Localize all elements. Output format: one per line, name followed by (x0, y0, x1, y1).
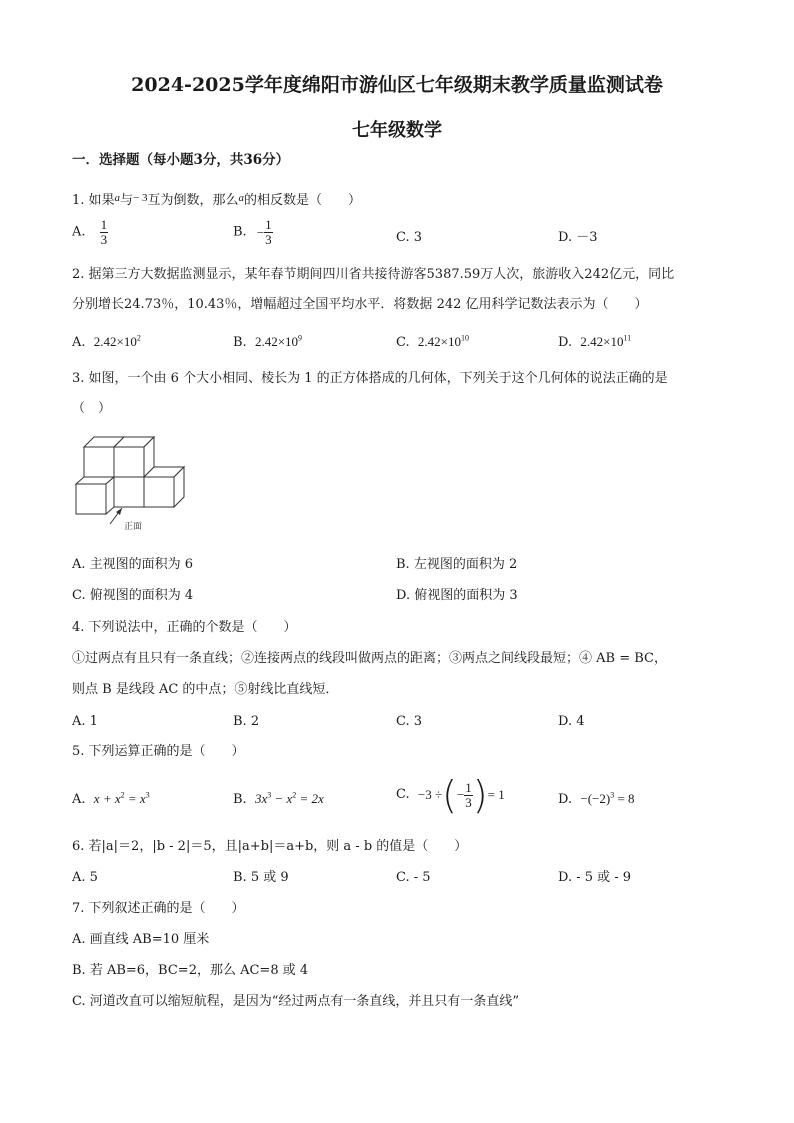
left-paren: ( (442, 773, 457, 817)
q1-option-d: D. －3 (558, 230, 598, 245)
question-5-stem: 5. 下列运算正确的是（ ） (72, 744, 245, 759)
q1-option-c: C. 3 (396, 230, 423, 245)
q1-option-a: A. $\frac{1}{3}$ (72, 217, 108, 247)
cube-face (76, 484, 106, 514)
cube-face (106, 477, 114, 514)
q7-option-a: A. 画直线 AB=10 厘米 (72, 932, 210, 947)
fraction: $\frac{1}{3}$ (265, 217, 272, 247)
question-3-line-2: （ ） (72, 401, 112, 416)
question-6-stem: 6. 若|a|＝2，|b - 2|＝5，且|a+b|＝a+b，则 a - b 的值是（ ） (72, 839, 468, 854)
q4-option-b: B. 2 (233, 714, 260, 729)
cube-face (144, 477, 174, 507)
q5-option-c: C. −3 ÷(− $\frac{1}{3}$ )= 1 (396, 773, 505, 817)
q1-option-b: B. − $\frac{1}{3}$ (233, 217, 272, 247)
q5-option-d: D. $-(-2)^3 = 8$ (558, 790, 635, 807)
cube-face (84, 447, 114, 477)
q3-option-b: B. 左视图的面积为 2 (396, 557, 518, 572)
cube-face (114, 477, 144, 507)
figure-front-label: 正面 (124, 522, 143, 532)
question-7-stem: 7. 下列叙述正确的是（ ） (72, 901, 245, 916)
cube-solid-figure (70, 432, 190, 542)
q6-option-b: B. 5 或 9 (233, 870, 289, 885)
section-heading: 一．选择题（每小题3分，共36分） (72, 152, 290, 168)
question-4-line-3: 则点 B 是线段 AC 的中点；⑤射线比直线短． (72, 682, 339, 697)
exam-subtitle: 七年级数学 (352, 120, 442, 141)
question-4-line-1: 4. 下列说法中，正确的个数是（ ） (72, 620, 297, 635)
cube-face (114, 447, 144, 477)
q2-option-d: D. $2.42\times 10^{11}$ (558, 333, 632, 350)
question-2-line-2: 分别增长24.73％，10.43％，增幅超过全国平均水平．将数据 242 亿用科学记数法表示为（ ） (72, 297, 648, 312)
q3-option-c: C. 俯视图的面积为 4 (72, 588, 194, 603)
exam-title: 2024-2025学年度绵阳市游仙区七年级期末教学质量监测试卷 (131, 74, 663, 96)
q4-option-c: C. 3 (396, 714, 423, 729)
fraction: $\frac{1}{3}$ (465, 779, 472, 810)
q4-option-a: A. 1 (72, 714, 98, 729)
q3-option-a: A. 主视图的面积为 6 (72, 557, 194, 572)
q2-option-a: A. $2.42\times 10^2$ (72, 333, 141, 350)
q3-option-d: D. 俯视图的面积为 3 (396, 588, 518, 603)
q5-option-b: B. $3x^3 - x^2 = 2x$ (233, 790, 324, 807)
right-paren: ) (472, 773, 488, 817)
q6-option-a: A. 5 (72, 870, 98, 885)
question-2-line-1: 2. 据第三方大数据监测显示，某年春节期间四川省共接待游客5387.59万人次，旅游收入242亿元，同比 (72, 267, 675, 282)
q6-option-d: D. - 5 或 - 9 (558, 870, 632, 885)
q2-option-b: B. $2.42\times 10^9$ (233, 333, 303, 350)
question-3-line-1: 3. 如图，一个由 6 个大小相同、棱长为 1 的正方体搭成的几何体，下列关于这个几何体的说法正确的是 (72, 371, 668, 386)
question-1-stem: 1. 如果$^a$与$^{- 3}$互为倒数，那么$^a$的相反数是（ ） (72, 192, 362, 208)
question-4-line-2: ①过两点有且只有一条直线；②连接两点的线段叫做两点的距离；③两点之间线段最短；④ AB = BC， (72, 651, 667, 666)
q7-option-c: C. 河道改直可以缩短航程，是因为“经过两点有一条直线，并且只有一条直线” (72, 994, 520, 1009)
fraction: $\frac{1}{3}$ (100, 217, 108, 247)
q4-option-d: D. 4 (558, 714, 585, 729)
q6-option-c: C. - 5 (396, 870, 431, 885)
q2-option-c: C. $2.42\times 10^{10}$ (396, 333, 469, 350)
q5-option-a: A. $x + x^2 = x^3$ (72, 790, 150, 807)
q7-option-b: B. 若 AB=6，BC=2，那么 AC=8 或 4 (72, 963, 309, 978)
